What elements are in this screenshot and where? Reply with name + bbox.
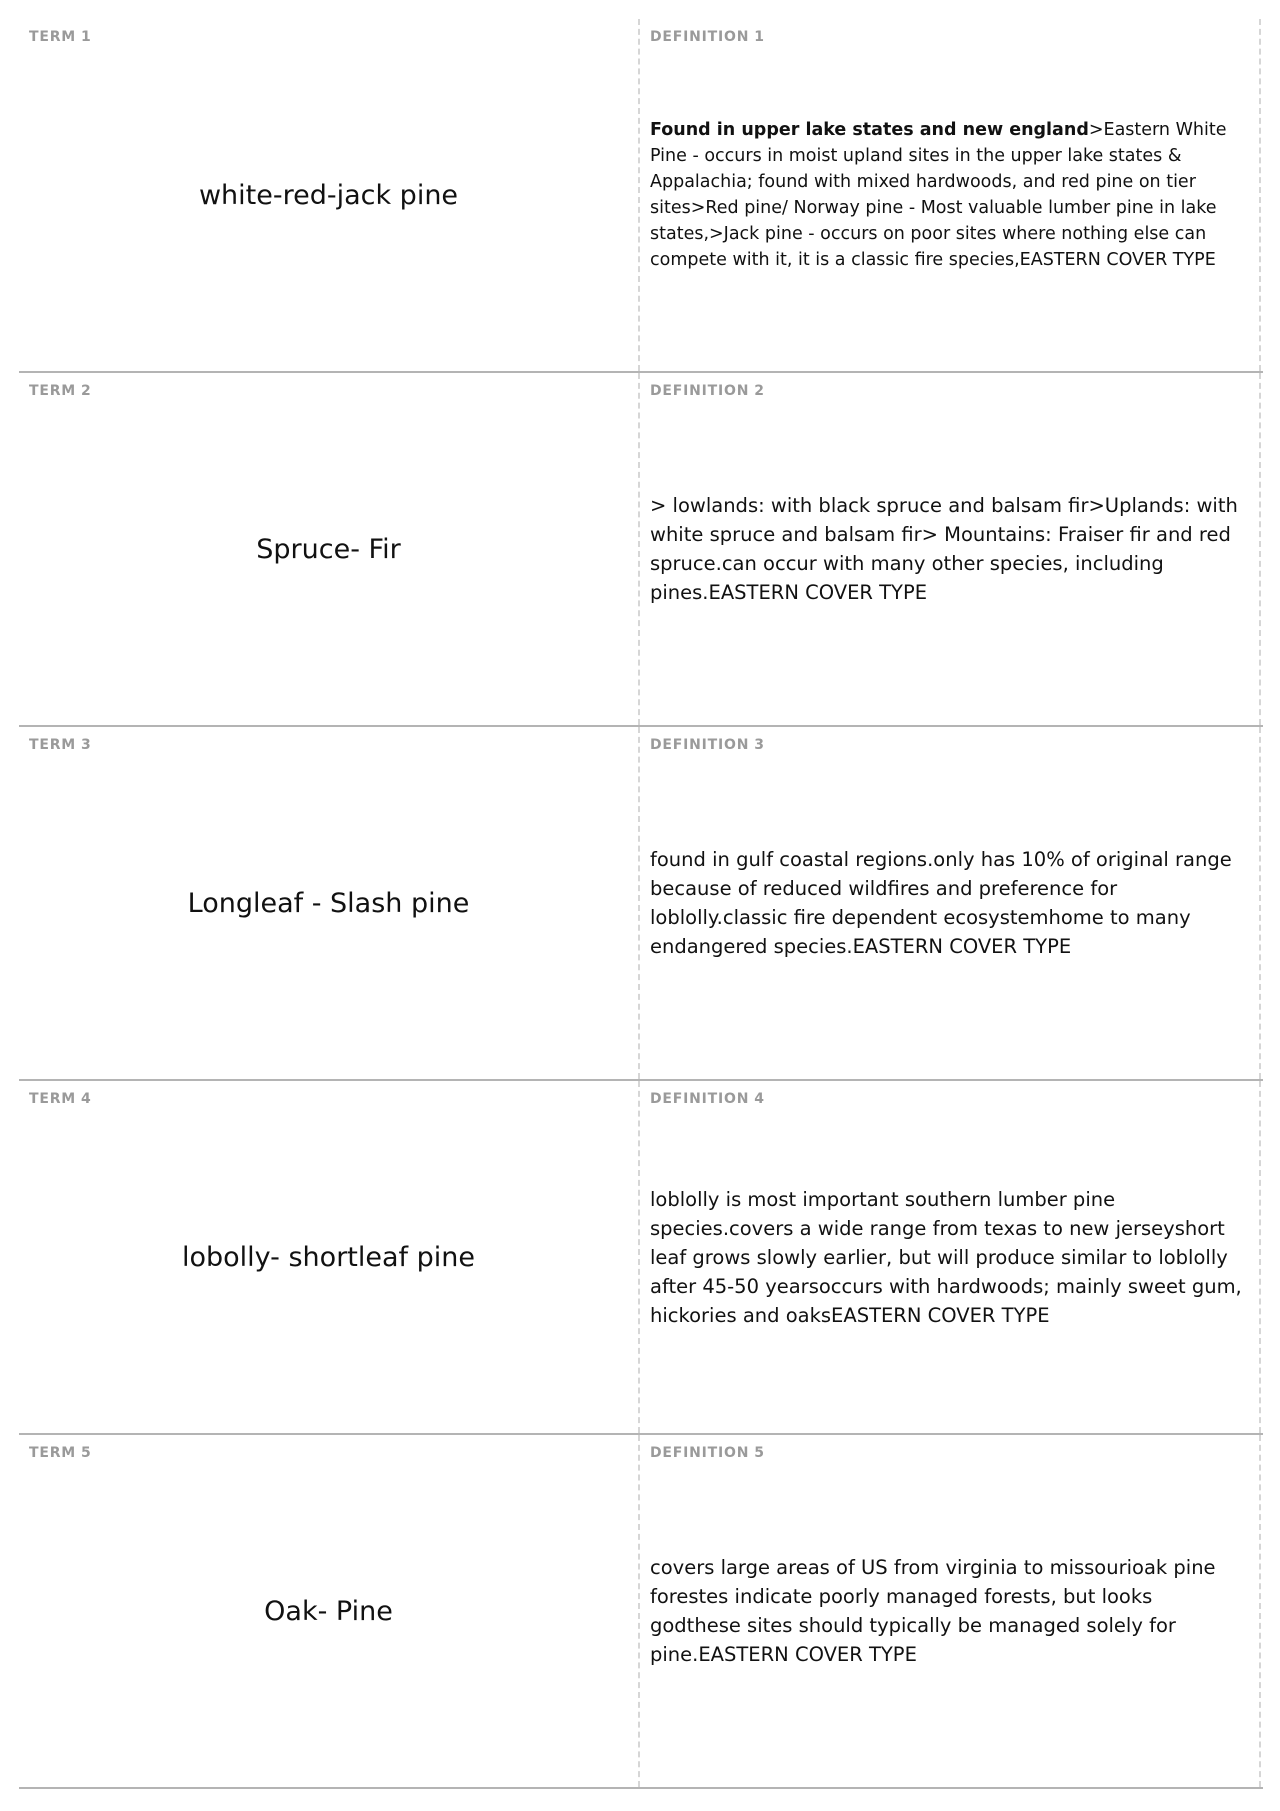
definition-text: found in gulf coastal regions.only has 10% of original range because of reduced wildfires and preference for loblolly.classic fire dependent ecosystemhome to many endangered species.EASTERN COVER TYPE xyxy=(650,848,1232,958)
term-label: TERM 1 xyxy=(29,29,92,45)
definition-heading: Found in upper lake states and new england xyxy=(650,120,1089,140)
definition-text: > lowlands: with black spruce and balsam fir>Uplands: with white spruce and balsam fir> Mountains: Fraiser fir and red spruce.can occur with many other species, including pines.EASTERN COVER TYPE xyxy=(650,494,1238,604)
term-text: Spruce- Fir xyxy=(256,533,401,565)
term-label: TERM 2 xyxy=(29,383,92,399)
definition-label: DEFINITION 5 xyxy=(650,1445,765,1461)
definition-text: Found in upper lake states and new england>Eastern White Pine - occurs in moist upland sites in the upper lake states & Appalachia; found with mixed hardwoods, and red pine on tier sites>Red pine/ Norway pine - Most valuable lumber pine in lake states,>Jack pine - occurs on poor sites where nothing else can compete with it, it is a classic fire species,EASTERN COVER TYPE xyxy=(650,120,1227,270)
definition-text: loblolly is most important southern lumber pine species.covers a wide range from texas to new jerseyshort leaf grows slowly earlier, but will produce similar to loblolly after 45-50 yearsoccurs with hardwoods; mainly sweet gum, hickories and oaksEASTERN COVER TYPE xyxy=(650,1187,1242,1327)
term-text: lobolly- shortleaf pine xyxy=(181,1241,475,1273)
term-label: TERM 3 xyxy=(29,737,92,753)
term-text: white-red-jack pine xyxy=(198,179,459,211)
definition-cell xyxy=(640,1081,1261,1433)
term-cell xyxy=(19,19,640,371)
card-row-3 xyxy=(19,727,1263,1081)
definition-cell xyxy=(640,19,1261,371)
term-cell xyxy=(19,727,640,1079)
definition-label: DEFINITION 3 xyxy=(650,737,765,753)
definition-text: covers large areas of US from virginia to missourioak pine forestes indicate poorly managed forests, but looks godthese sites should typically be managed solely for pine.EASTERN COVER TYPE xyxy=(650,1556,1216,1666)
definition-label: DEFINITION 4 xyxy=(650,1091,765,1107)
card-row-2 xyxy=(19,373,1263,727)
definition-cell xyxy=(640,373,1261,725)
term-label: TERM 4 xyxy=(29,1091,92,1107)
term-cell xyxy=(19,1435,640,1787)
definition-cell xyxy=(640,727,1261,1079)
card-row-4 xyxy=(19,1081,1263,1435)
card-row-1 xyxy=(19,19,1263,373)
definition-label: DEFINITION 1 xyxy=(650,29,765,45)
flashcard-sheet xyxy=(19,19,1263,1789)
card-row-5 xyxy=(19,1435,1263,1789)
definition-cell xyxy=(640,1435,1261,1787)
term-text: Longleaf - Slash pine xyxy=(187,887,470,919)
term-cell xyxy=(19,1081,640,1433)
term-label: TERM 5 xyxy=(29,1445,92,1461)
definition-label: DEFINITION 2 xyxy=(650,383,765,399)
term-text: Oak- Pine xyxy=(264,1595,393,1627)
term-cell xyxy=(19,373,640,725)
